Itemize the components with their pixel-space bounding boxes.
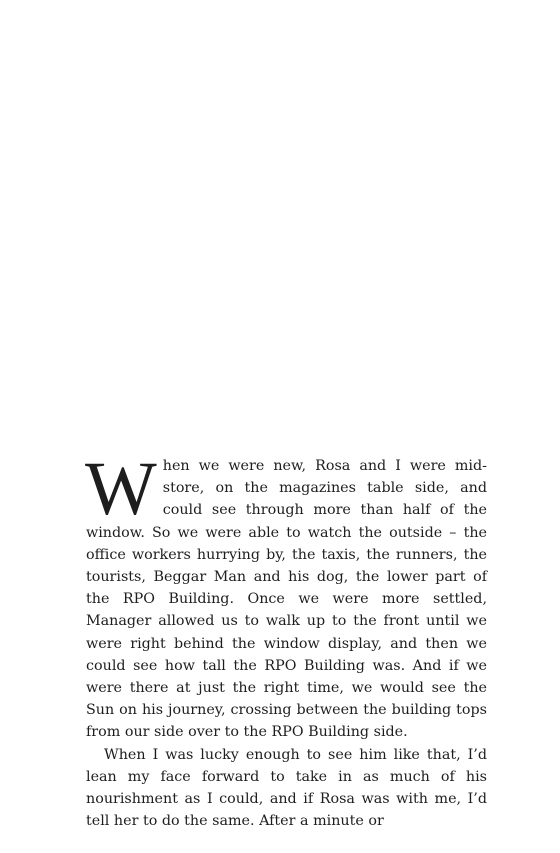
body-text — [85, 447, 487, 832]
drop-cap: W — [85, 447, 157, 531]
paragraph-1 — [85, 447, 487, 744]
paragraph-1-text: hen we were new, Rosa and I were mid-store, on the magazines table side, and could see through more than half of the window. So we were able to watch the outside – the office workers hurrying by, the taxis, the runners, the tourists, Beggar Man and his dog, the lower part of the RPO Building. Once we were more settled, Manager allowed us to walk up to the front until we were right behind the window display, and then we could see how tall the RPO Building was. And if we were there at just the right time, we would see the Sun on his journey, crossing between the building tops from our side over to the RPO Building side. — [86, 458, 487, 741]
paragraph-2: When I was lucky enough to see him like that, I’d lean my face forward to take in as much of his nourishment as I could, and if Rosa was with me, I’d tell her to do the same. After a minute or — [86, 746, 487, 830]
